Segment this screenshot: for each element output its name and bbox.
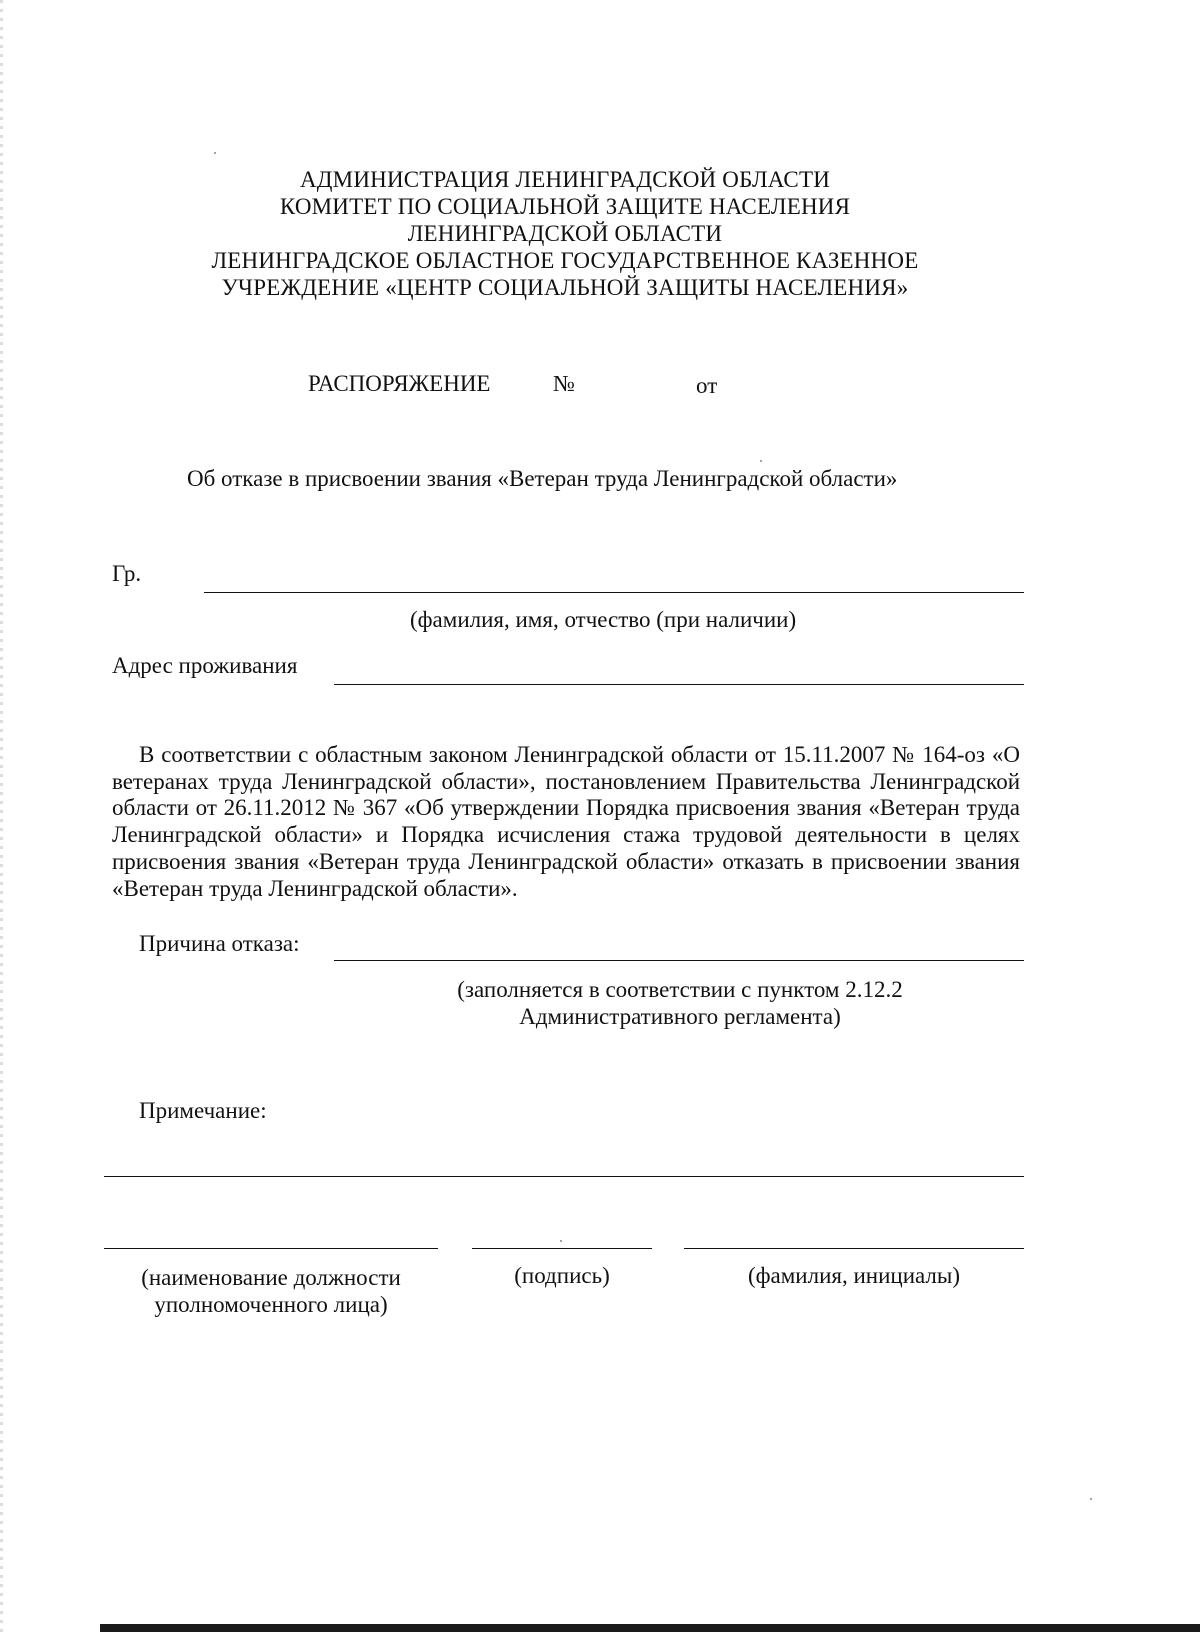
order-title: РАСПОРЯЖЕНИЕ — [308, 371, 491, 396]
refusal-reason-field-line — [334, 960, 1024, 961]
order-body-paragraph: В соответствии с областным законом Ленинградской области от 15.11.2007 № 164-оз «О ветеранах труда Ленинградской области», постановлением Правительства Ленинградской области от 26.11.2012 № 367 «Об утверждении Порядка присвоения звания «Ветеран труда Ленинградской области» и Порядка исчисления стажа трудовой деятельности в целях присвоения звания «Ветеран труда Ленинградской области» отказать в присвоении звания «Ветеран труда Ленинградской области». — [112, 742, 1020, 901]
signature-field-line — [472, 1248, 652, 1249]
note-field-line — [104, 1176, 1024, 1177]
header-line-2: КОМИТЕТ ПО СОЦИАЛЬНОЙ ЗАЩИТЕ НАСЕЛЕНИЯ — [279, 194, 851, 219]
order-subject: Об отказе в присвоении звания «Ветеран труда Ленинградской области» — [187, 466, 898, 491]
citizen-name-field-line — [204, 592, 1024, 593]
position-caption-line-2: уполномоченного лица) — [154, 1292, 388, 1317]
scan-edge-bottom — [100, 1624, 1200, 1632]
order-number-label: № — [553, 371, 575, 396]
header-line-4: ЛЕНИНГРАДСКОЕ ОБЛАСТНОЕ ГОСУДАРСТВЕННОЕ КАЗЕННОЕ — [211, 248, 919, 273]
organization-header — [0, 166, 1130, 301]
header-line-5: УЧРЕЖДЕНИЕ «ЦЕНТР СОЦИАЛЬНОЙ ЗАЩИТЫ НАСЕЛЕНИЯ» — [221, 275, 909, 300]
name-field-line — [684, 1248, 1024, 1249]
header-line-3: ЛЕНИНГРАДСКОЙ ОБЛАСТИ — [407, 221, 723, 246]
scan-speck — [760, 460, 762, 462]
header-line-1: АДМИНИСТРАЦИЯ ЛЕНИНГРАДСКОЙ ОБЛАСТИ — [299, 167, 831, 192]
refusal-caption-line-2: Административного регламента) — [519, 1004, 841, 1029]
name-caption: (фамилия, инициалы) — [747, 1263, 961, 1288]
citizen-label: Гр. — [112, 561, 142, 586]
citizen-name-caption: (фамилия, имя, отчество (при наличии) — [410, 607, 797, 632]
scan-speck — [560, 1240, 562, 1242]
position-caption-line-1: (наименование должности — [141, 1265, 401, 1290]
address-field-line — [334, 684, 1024, 685]
scan-speck — [1090, 1498, 1092, 1500]
position-field-line — [104, 1248, 438, 1249]
note-label: Примечание: — [139, 1098, 267, 1123]
scan-speck — [214, 152, 216, 154]
refusal-caption-line-1: (заполняется в соответствии с пунктом 2.12.2 — [457, 977, 903, 1002]
address-label: Адрес проживания — [112, 653, 298, 678]
signature-caption: (подпись) — [514, 1263, 610, 1288]
order-date-label: от — [696, 373, 718, 398]
refusal-reason-label: Причина отказа: — [139, 931, 300, 956]
